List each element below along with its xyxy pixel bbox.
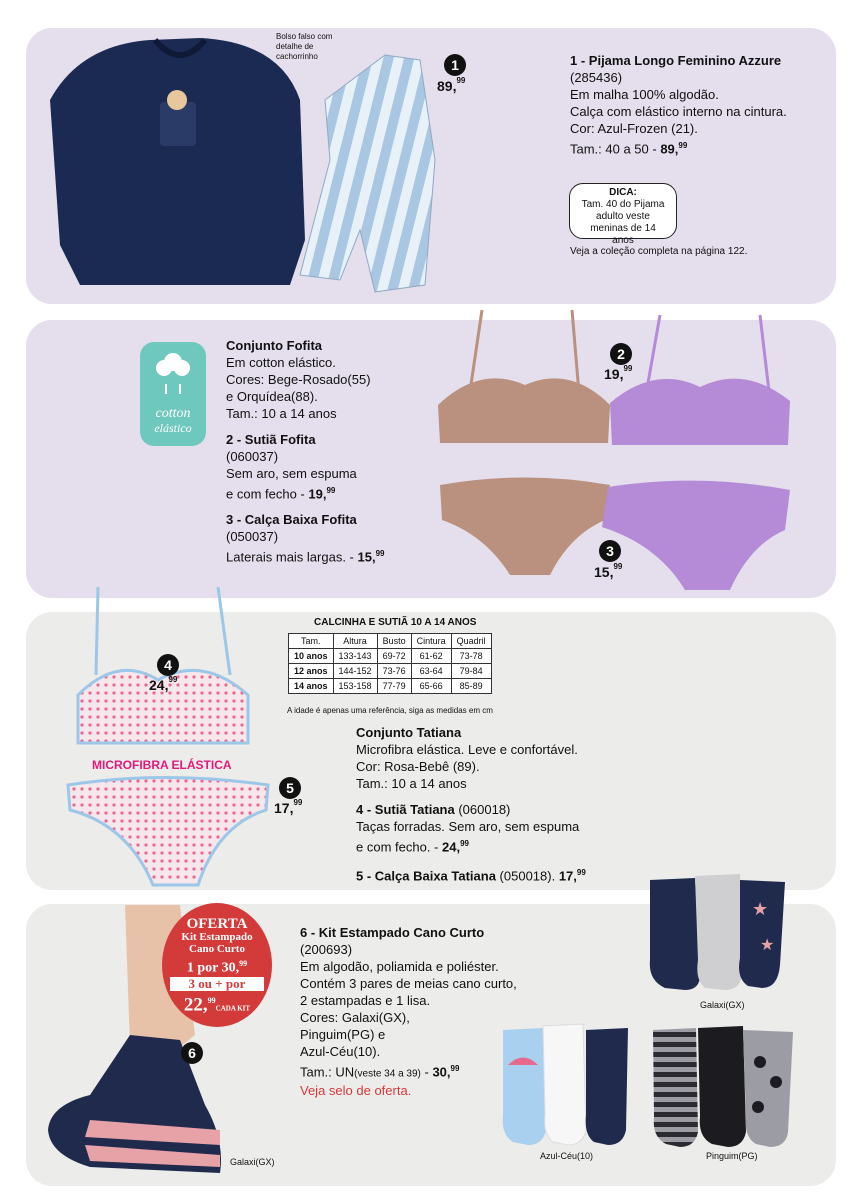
pajama-description bbox=[570, 52, 820, 157]
table-cell: 69-72 bbox=[377, 649, 411, 664]
table-cell: 73-76 bbox=[377, 664, 411, 679]
table-header: Cintura bbox=[411, 634, 451, 649]
tip-title: DICA: bbox=[609, 187, 637, 198]
item-5-price: 5 - Calça Baixa Tatiana (050018). 17,99 bbox=[356, 868, 586, 884]
table-header: Quadril bbox=[451, 634, 491, 649]
price-1: 89,99 bbox=[437, 76, 466, 94]
item-2-title: 2 - Sutiã Fofita bbox=[226, 432, 316, 447]
offer-title: OFERTA bbox=[186, 916, 248, 932]
fofita-line: e Orquídea(88). bbox=[226, 389, 318, 404]
table-header: Tam. bbox=[289, 634, 334, 649]
table-cell: 73-78 bbox=[451, 649, 491, 664]
tip-text: Tam. 40 do Pijama adulto veste meninas de 14 anos bbox=[581, 199, 665, 246]
microfiber-label: MICROFIBRA ELÁSTICA bbox=[92, 758, 232, 772]
tatiana-description bbox=[356, 724, 656, 885]
table-cell: 133-143 bbox=[333, 649, 377, 664]
item-number-4: 4 bbox=[157, 654, 179, 676]
socks-price: Tam.: UN(veste 34 a 39) - 30,99 bbox=[300, 1064, 460, 1080]
size-table bbox=[288, 633, 492, 694]
size-table-note: A idade é apenas uma referência, siga as medidas em cm bbox=[287, 706, 493, 715]
tatiana-line: Tam.: 10 a 14 anos bbox=[356, 776, 467, 791]
offer-line: Kit Estampado bbox=[181, 931, 253, 943]
pajama-code: (285436) bbox=[570, 70, 623, 85]
fofita-title: Conjunto Fofita bbox=[226, 338, 323, 353]
socks-title: 6 - Kit Estampado Cano Curto bbox=[300, 925, 485, 940]
caption-galaxi-model: Galaxi(GX) bbox=[230, 1157, 275, 1167]
item-number-3: 3 bbox=[599, 540, 621, 562]
size-table-title: CALCINHA E SUTIÃ 10 A 14 ANOS bbox=[314, 617, 477, 628]
fofita-line: Tam.: 10 a 14 anos bbox=[226, 406, 337, 421]
item-number-6: 6 bbox=[181, 1042, 203, 1064]
pajama-line: Calça com elástico interno na cintura. bbox=[570, 104, 787, 119]
socks-line: 2 estampadas e 1 lisa. bbox=[300, 993, 431, 1008]
socks-code: (200693) bbox=[300, 942, 353, 957]
item-number-5: 5 bbox=[279, 777, 301, 799]
tip-box bbox=[569, 183, 677, 246]
item-number-1: 1 bbox=[444, 54, 466, 76]
badge-text-2: elástico bbox=[154, 421, 192, 435]
svg-text:★: ★ bbox=[752, 899, 769, 919]
offer-line: 3 ou + por bbox=[170, 977, 264, 991]
cotton-badge bbox=[140, 342, 206, 446]
item-4-title: 4 - Sutiã Tatiana (060018) bbox=[356, 802, 511, 817]
caption-pinguim: Pinguim(PG) bbox=[706, 1151, 758, 1161]
caption-galaxi: Galaxi(GX) bbox=[700, 1000, 745, 1010]
table-cell: 65-66 bbox=[411, 679, 451, 694]
svg-text:★: ★ bbox=[760, 937, 775, 954]
offer-price-2: 22,99CADA KIT bbox=[183, 993, 251, 1015]
item-number-2: 2 bbox=[610, 343, 632, 365]
item-4-price: e com fecho. - 24,99 bbox=[356, 839, 469, 855]
cotton-flower-icon bbox=[140, 342, 206, 402]
pajama-line: Em malha 100% algodão. bbox=[570, 87, 719, 102]
socks-line: Contém 3 pares de meias cano curto, bbox=[300, 976, 517, 991]
table-row bbox=[289, 679, 492, 694]
pajama-image bbox=[40, 30, 450, 300]
price-2: 19,99 bbox=[604, 364, 633, 382]
table-header: Busto bbox=[377, 634, 411, 649]
socks-azul-ceu-image bbox=[498, 1020, 638, 1148]
price-5: 17,99 bbox=[274, 798, 303, 816]
fofita-line: Cores: Bege-Rosado(55) bbox=[226, 372, 371, 387]
socks-galaxi-image bbox=[640, 870, 790, 1000]
item-3-code: (050037) bbox=[226, 529, 279, 545]
fofita-line: Em cotton elástico. bbox=[226, 355, 336, 370]
tatiana-line: Microfibra elástica. Leve e confortável. bbox=[356, 742, 578, 757]
table-row bbox=[289, 664, 492, 679]
table-cell: 153-158 bbox=[333, 679, 377, 694]
item-2-price: e com fecho - 19,99 bbox=[226, 486, 336, 502]
collection-link[interactable]: Veja a coleção completa na página 122. bbox=[570, 246, 748, 257]
item-3-title: 3 - Calça Baixa Fofita bbox=[226, 512, 357, 528]
socks-line: Azul-Céu(10). bbox=[300, 1044, 381, 1059]
offer-price-1: 1 por 30,99 bbox=[186, 959, 248, 976]
table-cell: 77-79 bbox=[377, 679, 411, 694]
tatiana-title: Conjunto Tatiana bbox=[356, 725, 462, 740]
table-header: Altura bbox=[333, 634, 377, 649]
pajama-title: 1 - Pijama Longo Feminino Azzure bbox=[570, 53, 782, 68]
item-4-line: Taças forradas. Sem aro, sem espuma bbox=[356, 819, 580, 834]
table-cell: 79-84 bbox=[451, 664, 491, 679]
size-table-header bbox=[289, 634, 492, 649]
socks-line: Em algodão, poliamida e poliéster. bbox=[300, 959, 499, 974]
price-3: 15,99 bbox=[594, 562, 623, 580]
item-2-line: Sem aro, sem espuma bbox=[226, 466, 357, 481]
socks-line: Cores: Galaxi(GX), bbox=[300, 1010, 410, 1025]
tatiana-line: Cor: Rosa-Bebê (89). bbox=[356, 759, 480, 774]
pocket-callout: Bolso falso com detalhe de cachorrinho bbox=[276, 32, 333, 61]
table-cell: 63-64 bbox=[411, 664, 451, 679]
table-cell: 144-152 bbox=[333, 664, 377, 679]
offer-note: Veja selo de oferta. bbox=[300, 1083, 412, 1099]
table-cell: 61-62 bbox=[411, 649, 451, 664]
table-cell: 85-89 bbox=[451, 679, 491, 694]
pajama-line: Cor: Azul-Frozen (21). bbox=[570, 121, 698, 136]
item-3-price: Laterais mais largas. - 15,99 bbox=[226, 549, 385, 565]
fofita-description bbox=[226, 337, 436, 566]
caption-azul-ceu: Azul-Céu(10) bbox=[540, 1151, 594, 1161]
pajama-size-price: Tam.: 40 a 50 - 89,99 bbox=[570, 141, 688, 157]
table-row bbox=[289, 649, 492, 664]
tatiana-image bbox=[38, 585, 288, 895]
badge-text-1: cotton bbox=[155, 406, 191, 421]
table-cell: 12 anos bbox=[289, 664, 334, 679]
table-cell: 10 anos bbox=[289, 649, 334, 664]
price-4: 24,99 bbox=[149, 675, 178, 693]
socks-line: Pinguim(PG) e bbox=[300, 1027, 386, 1042]
item-2-code: (060037) bbox=[226, 449, 279, 464]
table-cell: 14 anos bbox=[289, 679, 334, 694]
offer-line: Cano Curto bbox=[189, 943, 245, 955]
offer-seal bbox=[162, 903, 272, 1027]
socks-pinguim-image bbox=[648, 1022, 798, 1150]
